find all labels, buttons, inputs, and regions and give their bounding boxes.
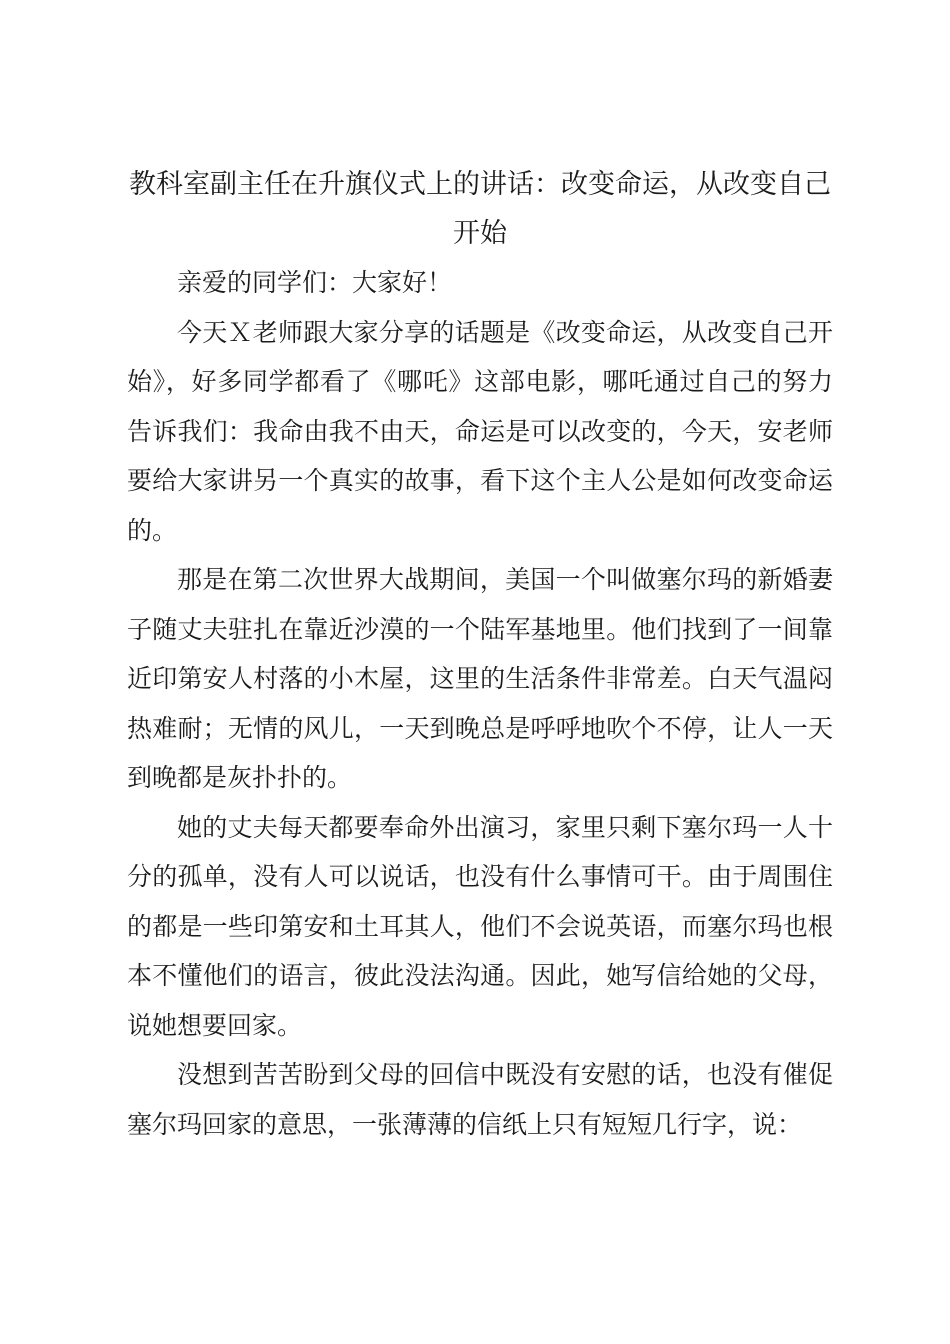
document-page <box>127 160 833 1149</box>
paragraph-story-loneliness: 她的丈夫每天都要奉命外出演习，家里只剩下塞尔玛一人十分的孤单，没有人可以说话，也没有什么事情可干。由于周围住的都是一些印第安和土耳其人，他们不会说英语，而塞尔玛也根本不懂他们的语言，彼此没法沟通。因此，她写信给她的父母，说她想要回家。 <box>127 812 833 1040</box>
document-title: 教科室副主任在升旗仪式上的讲话：改变命运，从改变自己开始 <box>129 169 831 249</box>
paragraph-intro: 今天Ｘ老师跟大家分享的话题是《改变命运，从改变自己开始》，好多同学都看了《哪吒》这部电影，哪吒通过自己的努力告诉我们：我命由我不由天，命运是可以改变的，今天，安老师要给大家讲另一个真实的故事，看下这个主人公是如何改变命运的。 <box>127 317 833 545</box>
paragraph-story-setting: 那是在第二次世界大战期间，美国一个叫做塞尔玛的新婚妻子随丈夫驻扎在靠近沙漠的一个陆军基地里。他们找到了一间靠近印第安人村落的小木屋，这里的生活条件非常差。白天气温闷热难耐；无情的风儿，一天到晚总是呼呼地吹个不停，让人一天到晚都是灰扑扑的。 <box>127 565 833 792</box>
paragraph-greeting: 亲爱的同学们：大家好！ <box>177 268 453 297</box>
paragraph-parents-reply: 没想到苦苦盼到父母的回信中既没有安慰的话，也没有催促塞尔玛回家的意思，一张薄薄的信纸上只有短短几行字，说： <box>127 1060 833 1139</box>
